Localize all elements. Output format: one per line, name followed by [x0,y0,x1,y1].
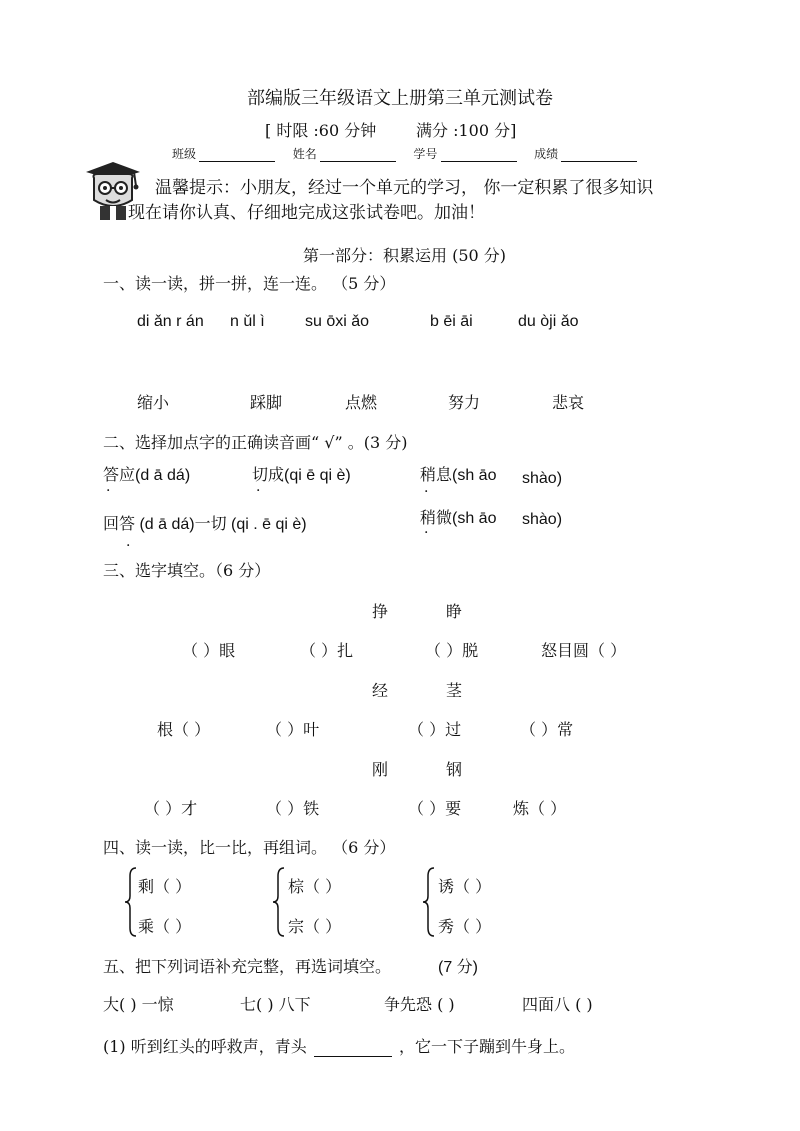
q3-g1-char-1: 挣 [372,602,389,621]
q3-g1-item-2: （ ）扎 [300,641,354,660]
q4-bottom-3: 秀（ ） [438,917,492,936]
q3-g3-item-1: （ ）才 [144,799,198,818]
q3-g2-item-4: （ ）常 [520,720,574,739]
q2-r1c3a: 稍息(sh āo [420,467,497,484]
q1-word-3: 点燃 [345,393,378,412]
q5-s1-pre: (1) 听到红头的呼救声，青头 [103,1037,307,1056]
q1-pinyin-3: su ōxi ǎo [305,313,370,330]
tip-line-2: 现在请你认真、仔细地完成这张试卷吧。加油！ [128,203,485,223]
q3-g3-item-2: （ ）铁 [266,799,320,818]
left-brace-icon [272,866,286,938]
q5-s1-blank[interactable] [314,1040,392,1057]
q5-idiom-2: 七( ) 八下 [240,995,311,1014]
q1-pinyin-4: b ēi āi [430,313,473,330]
q3-g1-char-2: 睁 [446,602,463,621]
q3-g2-char-1: 经 [372,681,389,700]
emphasis-dot: · [424,525,429,541]
q1-pinyin-1: di ǎn r án [137,313,204,330]
q4-title: 四、读一读，比一比，再组词。 （6 分） [103,838,396,857]
q3-g1-item-4: 怒目圆（ ） [541,641,627,660]
q5-sentence-1 [103,1034,575,1057]
q3-g3-char-1: 刚 [372,760,389,779]
q2-r1c3b: shào) [522,470,563,487]
q5-idiom-1: 大( ) 一惊 [103,995,174,1014]
q5-idiom-3: 争先恐 ( ) [384,995,455,1014]
emphasis-dot: · [126,538,131,554]
q4-bottom-1: 乘（ ） [138,917,192,936]
q3-g2-item-2: （ ）叶 [266,720,320,739]
q2-r2c3a: 稍微(sh āo [420,510,497,527]
time-limit: [ 时限 :60 分钟 [265,121,377,140]
q5-idiom-4: 四面八 ( ) [522,995,593,1014]
q4-top-2: 棕（ ） [288,877,342,896]
emphasis-dot: · [256,483,261,499]
q4-top-1: 剩（ ） [138,877,192,896]
page-title: 部编版三年级语文上册第三单元测试卷 [247,88,553,109]
part1-title: 第一部分：积累运用 (50 分) [303,246,507,265]
q2-title: 二、选择加点字的正确读音画“ √” 。(3 分) [103,433,408,452]
q1-title: 一、读一读，拼一拼，连一连。 （5 分） [103,274,396,293]
q3-g3-char-2: 钢 [446,760,463,779]
q3-g2-item-1: 根（ ） [157,720,211,739]
q5-score: (7 分) [438,959,479,976]
q2-r1c2: 切成(qi ē qi è) [252,467,351,484]
q1-pinyin-2: n ǔl ì [230,313,265,330]
q1-word-1: 缩小 [137,393,170,412]
full-score: 满分 :100 分] [416,121,517,140]
q2-r2c1: 回答 (d ā dá)一切 (qi . ē qi è) [103,516,307,533]
emphasis-dot: · [424,484,429,500]
q1-word-2: 踩脚 [250,393,283,412]
left-brace-icon [422,866,436,938]
q3-title: 三、选字填空。（6 分） [103,561,271,580]
q3-g1-item-3: （ ）脱 [425,641,479,660]
q5-title: 五、把下列词语补充完整，再选词填空。 [103,957,392,976]
q2-r2c3b: shào) [522,511,563,528]
class-field[interactable] [199,147,275,162]
q4-bottom-2: 宗（ ） [288,917,342,936]
q4-top-3: 诱（ ） [438,877,492,896]
q1-word-5: 悲哀 [552,393,585,412]
q3-g3-item-4: 炼（ ） [513,799,567,818]
name-field[interactable] [320,147,396,162]
student-id-label: 学号 [413,147,438,161]
class-label: 班级 [172,147,197,161]
q3-g2-item-3: （ ）过 [408,720,462,739]
score-field[interactable] [561,147,637,162]
q1-pinyin-5: du òji ǎo [518,313,579,330]
q2-r1c1: 答应(d ā dá) [103,467,191,484]
emphasis-dot: · [106,483,111,499]
score-label: 成绩 [534,147,559,161]
tip-line-1: 温馨提示：小朋友，经过一个单元的学习， 你一定积累了很多知识 [155,178,654,198]
name-label: 姓名 [292,147,317,161]
student-id-field[interactable] [441,147,517,162]
q3-g3-item-3: （ ）要 [408,799,462,818]
q3-g1-item-1: （ ）眼 [182,641,236,660]
q1-word-4: 努力 [448,393,481,412]
q3-g2-char-2: 茎 [446,681,463,700]
info-fields [172,145,637,162]
left-brace-icon [124,866,138,938]
q5-s1-post: ，它一下子蹦到牛身上。 [398,1037,575,1056]
